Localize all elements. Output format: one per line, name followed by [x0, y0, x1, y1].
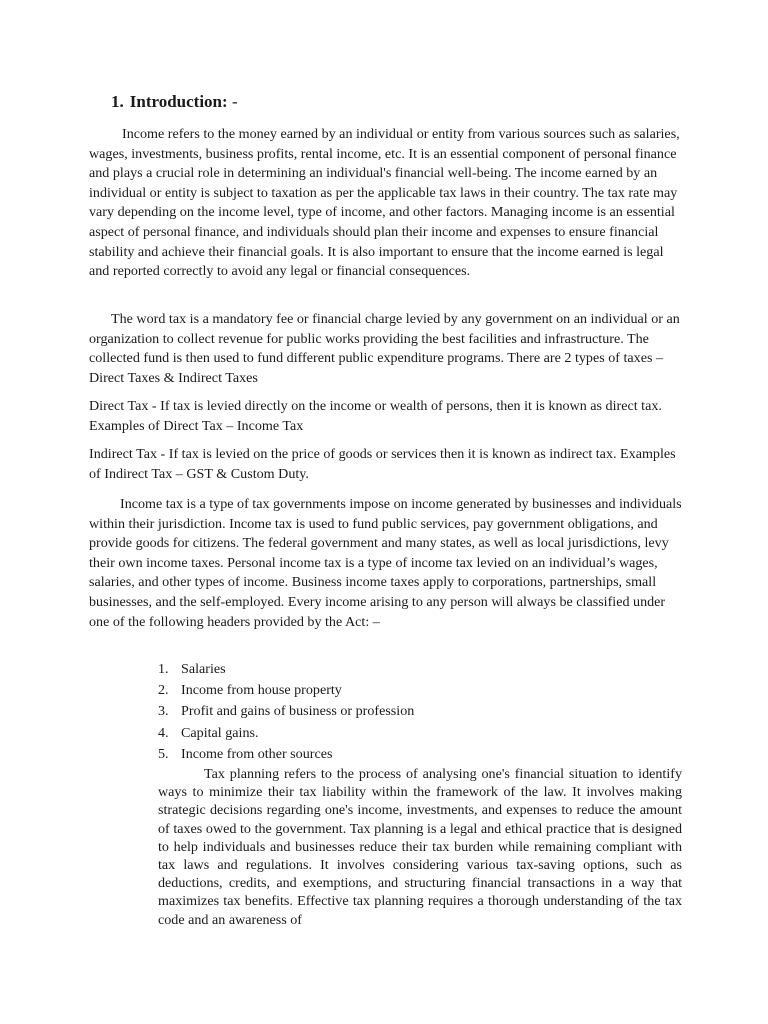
list-item-label: Income from house property: [181, 682, 342, 699]
list-item: [158, 680, 414, 701]
paragraph-income-tax: Income tax is a type of tax governments impose on income generated by businesses and individuals within their jurisdiction. Income tax is used to fund public services, pay government obligations, and provide goods for citizens. The federal government and many states, as well as local jurisdictions, levy their own income taxes. Personal income tax is a type of income tax levied on an individual’s wages, salaries, and other types of income. Business income taxes apply to corporations, partnerships, small businesses, and the self-employed. Every income arising to any person will always be classified under one of the following headers provided by the Act: –: [89, 496, 682, 630]
list-item-label: Profit and gains of business or profession: [181, 703, 415, 720]
list-item-label: Salaries: [181, 661, 226, 677]
paragraph-tax: The word tax is a mandatory fee or financial charge levied by any government on an individual or an organization to collect revenue for public works providing the best facilities and infrastructure. The collected fund is then used to fund different public expenditure programs. There are 2 types of taxes – Direct Taxes & Indirect Taxes: [89, 311, 680, 386]
section-number: 1.: [111, 92, 124, 111]
paragraph-direct-tax: Direct Tax - If tax is levied directly on the income or wealth of persons, then it is known as direct tax. Examples of Direct Tax – Income Tax: [89, 398, 662, 434]
section-title: Introduction:: [129, 92, 228, 111]
list-item: [158, 659, 414, 680]
list-marker: 3.: [158, 703, 169, 720]
list-marker: 5.: [158, 745, 169, 762]
list-marker: 1.: [158, 661, 169, 677]
income-heads-list: [158, 659, 414, 765]
list-item: [158, 701, 414, 722]
list-marker: 2.: [158, 682, 169, 699]
list-item: [158, 744, 414, 765]
section-heading: [111, 92, 238, 112]
list-item-label: Capital gains.: [181, 724, 259, 741]
list-item-label: Income from other sources: [181, 745, 333, 762]
list-item: [158, 723, 414, 744]
paragraph-income: Income refers to the money earned by an individual or entity from various sources such as salaries, wages, investments, business profits, rental income, etc. It is an essential component of personal finance and plays a crucial role in determining an individual's financial well-being. The income earned by an individual or entity is subject to taxation as per the applicable tax laws in their country. The tax rate may vary depending on the income level, type of income, and other factors. Managing income is an essential aspect of personal finance, and individuals should plan their income and expenses to ensure financial stability and achieve their financial goals. It is also important to ensure that the income earned is legal and reported correctly to avoid any legal or financial consequences.: [89, 126, 680, 280]
paragraph-tax-planning: Tax planning refers to the process of analysing one's financial situation to identify ways to minimize their tax liability within the framework of the law. It involves making strategic decisions regarding one's income, investments, and expenses to reduce the amount of taxes owed to the government. Tax planning is a legal and ethical practice that is designed to help individuals and businesses reduce their tax burden while remaining compliant with tax laws and regulations. It involves considering various tax-saving options, such as deductions, credits, and exemptions, and structuring financial transactions in a way that maximizes tax benefits. Effective tax planning requires a thorough understanding of the tax code and an awareness of: [158, 766, 682, 928]
paragraph-indirect-tax: Indirect Tax - If tax is levied on the price of goods or services then it is known as indirect tax. Examples of Indirect Tax – GST & Custom Duty.: [89, 446, 676, 482]
list-marker: 4.: [158, 724, 169, 741]
section-title-suffix: -: [231, 92, 238, 111]
